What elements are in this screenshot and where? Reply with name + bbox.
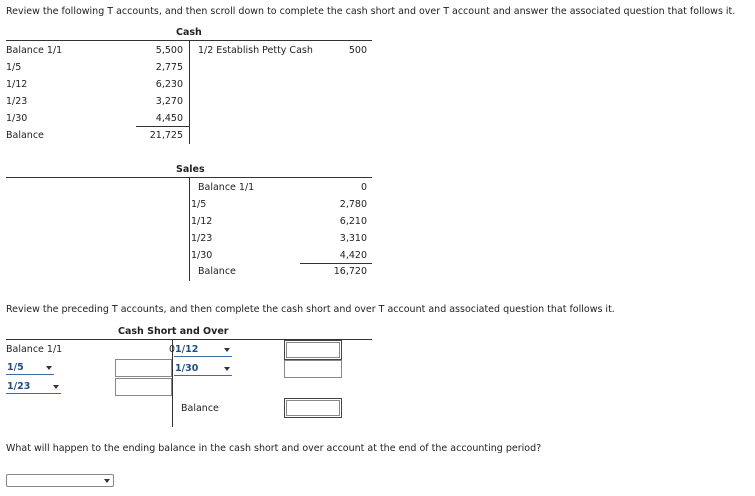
sales-credit-label: 1/30 bbox=[191, 250, 213, 261]
sales-credit-amount: 2,780 bbox=[339, 199, 367, 210]
cso-debit-date-dropdown[interactable] bbox=[6, 381, 61, 394]
cash-debit-amount: 2,775 bbox=[155, 62, 183, 73]
question-text: What will happen to the ending balance in the cash short and over account at the end of the accounting period? bbox=[6, 443, 542, 454]
sales-credit-label: Balance 1/1 bbox=[198, 182, 255, 193]
cso-credit-date-value: 1/12 bbox=[175, 344, 199, 355]
cso-debit-amount-input[interactable] bbox=[115, 378, 172, 396]
sales-credit-amount: 6,210 bbox=[339, 216, 367, 227]
cso-debit-date-value: 1/5 bbox=[7, 362, 24, 373]
cso-credit-date-dropdown[interactable] bbox=[174, 363, 232, 376]
sales-credit-label: 1/5 bbox=[191, 199, 207, 210]
sales-credit-label: 1/12 bbox=[191, 216, 213, 227]
cash-debit-label: 1/23 bbox=[6, 96, 28, 107]
cso-balance-amount-input[interactable] bbox=[284, 398, 342, 418]
cso-balance-value: 0 bbox=[169, 344, 175, 355]
sales-credit-amount: 3,310 bbox=[339, 233, 367, 244]
sales-credit-amount: 0 bbox=[360, 182, 367, 193]
cash-balance-label: Balance bbox=[6, 130, 44, 141]
cash-debit-label: Balance 1/1 bbox=[6, 45, 63, 56]
cso-debit-date-value: 1/23 bbox=[7, 381, 31, 392]
cash-title: Cash bbox=[176, 27, 202, 38]
cso-balance-label: Balance 1/1 bbox=[6, 344, 63, 355]
cash-debit-label: 1/5 bbox=[6, 62, 22, 73]
cash-balance-amount: 21,725 bbox=[149, 130, 183, 141]
answer-select[interactable] bbox=[6, 474, 114, 487]
sales-credit-label: 1/23 bbox=[191, 233, 213, 244]
chevron-down-icon bbox=[46, 366, 52, 370]
cash-debit-label: 1/30 bbox=[6, 113, 28, 124]
cash-debit-amount: 4,450 bbox=[155, 113, 183, 124]
sales-credit-amount: 4,420 bbox=[339, 250, 367, 261]
cash-credit-label: 1/2 Establish Petty Cash bbox=[198, 45, 313, 56]
cash-debit-label: 1/12 bbox=[6, 79, 28, 90]
sales-divider bbox=[189, 177, 190, 281]
instructions-middle: Review the preceding T accounts, and then complete the cash short and over T account and associated question that follows it. bbox=[6, 304, 615, 315]
cash-total-rule bbox=[136, 126, 189, 127]
chevron-down-icon bbox=[53, 385, 59, 389]
sales-title: Sales bbox=[176, 164, 205, 175]
cso-credit-amount-input[interactable] bbox=[284, 360, 342, 378]
sales-balance-label: Balance bbox=[198, 266, 236, 277]
cash-debit-amount: 5,500 bbox=[155, 45, 183, 56]
cso-title: Cash Short and Over bbox=[118, 326, 229, 337]
instructions-top: Review the following T accounts, and then scroll down to complete the cash short and over T account and answer the associated question that follows it. bbox=[6, 6, 736, 17]
cash-credit-amount: 500 bbox=[348, 45, 367, 56]
cso-credit-date-value: 1/30 bbox=[175, 363, 199, 374]
cso-credit-amount-input[interactable] bbox=[284, 340, 342, 360]
cso-debit-amount-input[interactable] bbox=[115, 359, 172, 377]
cash-divider bbox=[189, 40, 190, 144]
sales-total-rule bbox=[300, 263, 372, 264]
chevron-down-icon bbox=[224, 367, 230, 371]
chevron-down-icon bbox=[104, 479, 110, 483]
cso-credit-balance-label: Balance bbox=[181, 403, 219, 414]
cso-debit-date-dropdown[interactable] bbox=[6, 362, 54, 375]
cash-debit-amount: 6,230 bbox=[155, 79, 183, 90]
cash-debit-amount: 3,270 bbox=[155, 96, 183, 107]
cso-credit-date-dropdown[interactable] bbox=[174, 344, 232, 357]
sales-balance-amount: 16,720 bbox=[333, 266, 367, 277]
chevron-down-icon bbox=[224, 348, 230, 352]
